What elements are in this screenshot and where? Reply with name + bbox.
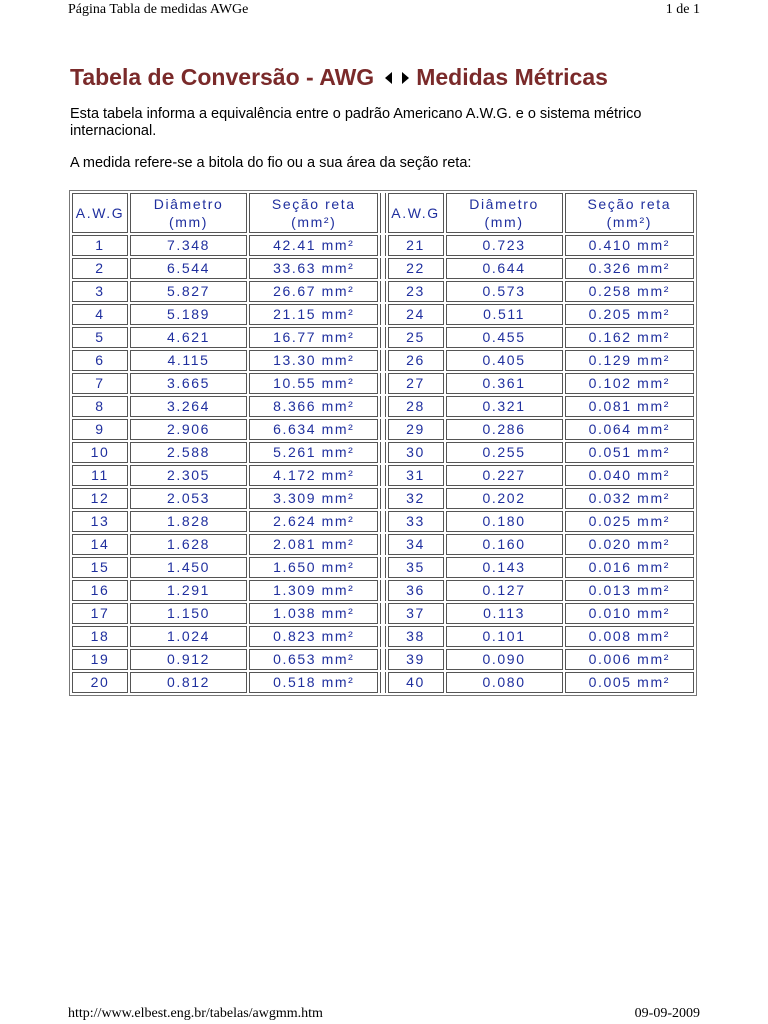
- cell-diameter: 4.115: [130, 350, 247, 371]
- cell-awg: 27: [388, 373, 444, 394]
- footer-date: 09-09-2009: [634, 1006, 700, 1021]
- cell-awg: 10: [72, 442, 128, 463]
- cell-awg: 32: [388, 488, 444, 509]
- cell-awg: 26: [388, 350, 444, 371]
- cell-diameter: 5.189: [130, 304, 247, 325]
- cell-awg: 23: [388, 281, 444, 302]
- column-divider: [380, 626, 385, 647]
- table-row: [72, 534, 694, 555]
- column-divider: [380, 534, 385, 555]
- table-row: [72, 557, 694, 578]
- cell-section: 0.102 mm²: [565, 373, 694, 394]
- header-section-right: Seção reta (mm²): [565, 193, 694, 233]
- cell-awg: 9: [72, 419, 128, 440]
- cell-section: 8.366 mm²: [249, 396, 378, 417]
- page-title-left: Tabela de Conversão - AWG: [70, 64, 375, 90]
- cell-awg: 13: [72, 511, 128, 532]
- cell-diameter: 1.828: [130, 511, 247, 532]
- header-section-left: Seção reta (mm²): [249, 193, 378, 233]
- cell-awg: 20: [72, 672, 128, 693]
- cell-diameter: 1.150: [130, 603, 247, 624]
- cell-section: 0.064 mm²: [565, 419, 694, 440]
- header-awg-right: A.W.G: [388, 193, 444, 233]
- cell-section: 0.006 mm²: [565, 649, 694, 670]
- cell-section: 0.081 mm²: [565, 396, 694, 417]
- cell-diameter: 2.305: [130, 465, 247, 486]
- cell-section: 0.205 mm²: [565, 304, 694, 325]
- cell-diameter: 0.361: [446, 373, 563, 394]
- cell-diameter: 7.348: [130, 235, 247, 256]
- cell-awg: 36: [388, 580, 444, 601]
- cell-awg: 40: [388, 672, 444, 693]
- cell-section: 13.30 mm²: [249, 350, 378, 371]
- cell-awg: 5: [72, 327, 128, 348]
- table-row: [72, 304, 694, 325]
- table-row: [72, 235, 694, 256]
- cell-diameter: 0.090: [446, 649, 563, 670]
- column-divider: [380, 304, 385, 325]
- column-divider: [380, 672, 385, 693]
- cell-awg: 7: [72, 373, 128, 394]
- cell-section: 1.309 mm²: [249, 580, 378, 601]
- table-row: [72, 396, 694, 417]
- cell-diameter: 0.644: [446, 258, 563, 279]
- cell-section: 3.309 mm²: [249, 488, 378, 509]
- cell-diameter: 0.912: [130, 649, 247, 670]
- cell-diameter: 0.455: [446, 327, 563, 348]
- column-divider: [380, 557, 385, 578]
- cell-diameter: 0.143: [446, 557, 563, 578]
- cell-diameter: 2.588: [130, 442, 247, 463]
- column-divider: [380, 258, 385, 279]
- cell-awg: 21: [388, 235, 444, 256]
- column-divider: [380, 603, 385, 624]
- cell-awg: 35: [388, 557, 444, 578]
- cell-section: 0.032 mm²: [565, 488, 694, 509]
- cell-diameter: 3.264: [130, 396, 247, 417]
- cell-section: 0.051 mm²: [565, 442, 694, 463]
- cell-section: 2.081 mm²: [249, 534, 378, 555]
- cell-diameter: 0.101: [446, 626, 563, 647]
- cell-awg: 37: [388, 603, 444, 624]
- cell-section: 0.020 mm²: [565, 534, 694, 555]
- column-divider: [380, 327, 385, 348]
- cell-section: 33.63 mm²: [249, 258, 378, 279]
- cell-awg: 22: [388, 258, 444, 279]
- header-diameter-right: Diâmetro (mm): [446, 193, 563, 233]
- column-divider: [380, 465, 385, 486]
- cell-section: 1.650 mm²: [249, 557, 378, 578]
- cell-awg: 30: [388, 442, 444, 463]
- cell-awg: 25: [388, 327, 444, 348]
- cell-diameter: 0.812: [130, 672, 247, 693]
- cell-section: 0.005 mm²: [565, 672, 694, 693]
- cell-awg: 33: [388, 511, 444, 532]
- cell-section: 0.258 mm²: [565, 281, 694, 302]
- header-awg-left: A.W.G: [72, 193, 128, 233]
- cell-awg: 18: [72, 626, 128, 647]
- cell-diameter: 2.053: [130, 488, 247, 509]
- cell-diameter: 6.544: [130, 258, 247, 279]
- column-divider: [380, 235, 385, 256]
- cell-diameter: 0.511: [446, 304, 563, 325]
- cell-section: 16.77 mm²: [249, 327, 378, 348]
- cell-awg: 4: [72, 304, 128, 325]
- cell-awg: 3: [72, 281, 128, 302]
- table-row: [72, 511, 694, 532]
- column-divider: [380, 193, 385, 233]
- cell-diameter: 4.621: [130, 327, 247, 348]
- note-paragraph: A medida refere-se a bitola do fio ou a sua área da seção reta:: [70, 155, 472, 171]
- cell-awg: 11: [72, 465, 128, 486]
- cell-awg: 17: [72, 603, 128, 624]
- table-row: [72, 258, 694, 279]
- table-row: [72, 603, 694, 624]
- triangle-right-icon: [400, 71, 410, 85]
- cell-awg: 16: [72, 580, 128, 601]
- column-divider: [380, 350, 385, 371]
- cell-section: 10.55 mm²: [249, 373, 378, 394]
- cell-diameter: 1.628: [130, 534, 247, 555]
- cell-awg: 6: [72, 350, 128, 371]
- cell-awg: 12: [72, 488, 128, 509]
- table-body: [72, 235, 694, 693]
- print-footer: [68, 1004, 700, 1024]
- cell-diameter: 0.202: [446, 488, 563, 509]
- print-header-title: Página Tabla de medidas AWGe: [68, 2, 249, 17]
- cell-awg: 34: [388, 534, 444, 555]
- cell-diameter: 0.127: [446, 580, 563, 601]
- cell-diameter: 0.113: [446, 603, 563, 624]
- column-divider: [380, 511, 385, 532]
- triangle-left-icon: [384, 71, 394, 85]
- table-row: [72, 649, 694, 670]
- cell-diameter: 0.080: [446, 672, 563, 693]
- cell-awg: 2: [72, 258, 128, 279]
- cell-awg: 15: [72, 557, 128, 578]
- cell-section: 0.016 mm²: [565, 557, 694, 578]
- cell-section: 21.15 mm²: [249, 304, 378, 325]
- cell-diameter: 0.405: [446, 350, 563, 371]
- cell-section: 0.040 mm²: [565, 465, 694, 486]
- cell-awg: 8: [72, 396, 128, 417]
- cell-diameter: 0.321: [446, 396, 563, 417]
- cell-awg: 39: [388, 649, 444, 670]
- cell-section: 0.653 mm²: [249, 649, 378, 670]
- column-divider: [380, 396, 385, 417]
- cell-diameter: 1.450: [130, 557, 247, 578]
- cell-diameter: 0.723: [446, 235, 563, 256]
- table-row: [72, 419, 694, 440]
- cell-section: 0.013 mm²: [565, 580, 694, 601]
- cell-section: 0.129 mm²: [565, 350, 694, 371]
- column-divider: [380, 580, 385, 601]
- table-row: [72, 580, 694, 601]
- cell-diameter: 0.573: [446, 281, 563, 302]
- cell-awg: 19: [72, 649, 128, 670]
- cell-diameter: 0.227: [446, 465, 563, 486]
- cell-section: 0.410 mm²: [565, 235, 694, 256]
- cell-section: 26.67 mm²: [249, 281, 378, 302]
- cell-section: 0.025 mm²: [565, 511, 694, 532]
- cell-awg: 28: [388, 396, 444, 417]
- table-row: [72, 672, 694, 693]
- cell-diameter: 3.665: [130, 373, 247, 394]
- cell-section: 6.634 mm²: [249, 419, 378, 440]
- cell-diameter: 2.906: [130, 419, 247, 440]
- table-row: [72, 350, 694, 371]
- cell-diameter: 1.291: [130, 580, 247, 601]
- table-row: [72, 465, 694, 486]
- cell-awg: 31: [388, 465, 444, 486]
- cell-awg: 24: [388, 304, 444, 325]
- column-divider: [380, 419, 385, 440]
- cell-section: 4.172 mm²: [249, 465, 378, 486]
- column-divider: [380, 488, 385, 509]
- table-row: [72, 442, 694, 463]
- cell-diameter: 0.180: [446, 511, 563, 532]
- table-row: [72, 373, 694, 394]
- intro-paragraph: Esta tabela informa a equivalência entre o padrão Americano A.W.G. e o sistema métrico internacional.: [70, 106, 642, 139]
- page-title-right: Medidas Métricas: [416, 64, 608, 90]
- cell-awg: 38: [388, 626, 444, 647]
- cell-section: 5.261 mm²: [249, 442, 378, 463]
- footer-url: http://www.elbest.eng.br/tabelas/awgmm.htm: [68, 1006, 323, 1021]
- cell-section: 0.162 mm²: [565, 327, 694, 348]
- awg-conversion-table: [69, 190, 697, 696]
- cell-diameter: 0.286: [446, 419, 563, 440]
- table-header-row: [72, 193, 694, 233]
- table-row: [72, 626, 694, 647]
- page-title: [70, 64, 708, 91]
- cell-diameter: 5.827: [130, 281, 247, 302]
- column-divider: [380, 649, 385, 670]
- column-divider: [380, 281, 385, 302]
- cell-section: 0.326 mm²: [565, 258, 694, 279]
- cell-section: 0.518 mm²: [249, 672, 378, 693]
- cell-diameter: 0.255: [446, 442, 563, 463]
- cell-section: 0.008 mm²: [565, 626, 694, 647]
- cell-diameter: 1.024: [130, 626, 247, 647]
- cell-section: 42.41 mm²: [249, 235, 378, 256]
- title-arrows: [384, 71, 410, 85]
- cell-section: 0.010 mm²: [565, 603, 694, 624]
- cell-awg: 14: [72, 534, 128, 555]
- print-header-page-count: 1 de 1: [665, 2, 700, 17]
- cell-section: 0.823 mm²: [249, 626, 378, 647]
- header-diameter-left: Diâmetro (mm): [130, 193, 247, 233]
- cell-section: 2.624 mm²: [249, 511, 378, 532]
- column-divider: [380, 442, 385, 463]
- cell-awg: 1: [72, 235, 128, 256]
- cell-awg: 29: [388, 419, 444, 440]
- cell-diameter: 0.160: [446, 534, 563, 555]
- print-header: [68, 0, 700, 20]
- table-row: [72, 327, 694, 348]
- table-row: [72, 488, 694, 509]
- table-row: [72, 281, 694, 302]
- column-divider: [380, 373, 385, 394]
- cell-section: 1.038 mm²: [249, 603, 378, 624]
